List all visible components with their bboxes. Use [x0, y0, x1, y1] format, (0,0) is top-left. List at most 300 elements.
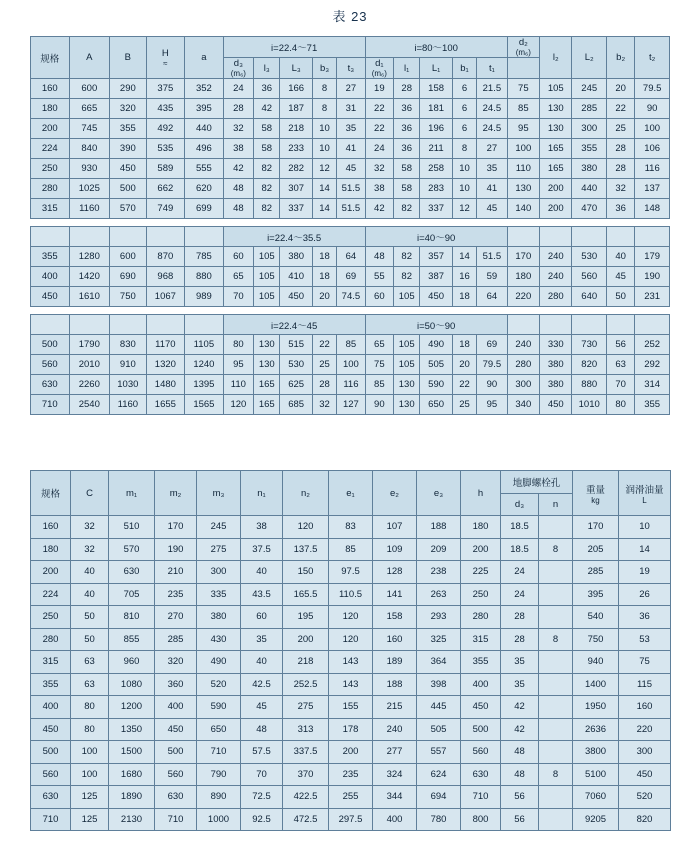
cell: 10 — [312, 139, 336, 159]
cell: 1320 — [146, 355, 185, 375]
page-title: 表 23 — [332, 9, 368, 24]
cell: 105 — [540, 79, 572, 99]
cell: 450 — [461, 696, 501, 719]
cell-blank — [540, 315, 572, 335]
cell: 300 — [507, 375, 539, 395]
cell: 65 — [223, 267, 253, 287]
cell: 128 — [373, 561, 417, 584]
cell: 60 — [241, 606, 283, 629]
cell: 510 — [109, 516, 155, 539]
cell: 158 — [420, 79, 452, 99]
cell: 215 — [373, 696, 417, 719]
cell-spec: 160 — [31, 79, 70, 99]
cell: 800 — [461, 808, 501, 831]
cell: 75 — [507, 79, 539, 99]
cell: 72.5 — [241, 786, 283, 809]
cell: 620 — [185, 179, 224, 199]
cell: 190 — [155, 538, 197, 561]
cell — [539, 606, 573, 629]
cell: 97.5 — [329, 561, 373, 584]
table-row — [31, 79, 670, 99]
cell: 58 — [254, 139, 280, 159]
cell: 100 — [337, 355, 365, 375]
cell: 630 — [155, 786, 197, 809]
cell: 85 — [337, 335, 365, 355]
cell: 1160 — [110, 395, 147, 415]
cell: 500 — [155, 741, 197, 764]
col-b1: b₁ — [452, 58, 476, 79]
col-t3: t₃ — [337, 58, 365, 79]
cell: 235 — [329, 763, 373, 786]
cell: 195 — [283, 606, 329, 629]
cell: 398 — [417, 673, 461, 696]
col-d3-label: d₃ — [233, 58, 243, 69]
cell: 344 — [373, 786, 417, 809]
cell: 190 — [635, 267, 670, 287]
cell: 22 — [452, 375, 476, 395]
col2-d3: d₃ — [501, 493, 539, 516]
section-range-left: i=22.4～35.5 — [223, 227, 365, 247]
col-B: B — [110, 37, 147, 79]
cell: 35 — [501, 651, 539, 674]
col2-m1: m₁ — [109, 471, 155, 516]
cell: 64 — [337, 247, 365, 267]
col2-bolt-group: 地脚螺栓孔 — [501, 471, 573, 494]
cell: 220 — [507, 287, 539, 307]
cell-spec: 355 — [31, 673, 71, 696]
cell: 1500 — [109, 741, 155, 764]
cell: 53 — [619, 628, 671, 651]
cell: 143 — [329, 651, 373, 674]
cell: 18.5 — [501, 538, 539, 561]
cell: 472.5 — [283, 808, 329, 831]
cell: 36 — [606, 199, 634, 219]
group-i-80-100: i=80～100 — [365, 37, 507, 58]
cell: 270 — [155, 606, 197, 629]
cell: 240 — [373, 718, 417, 741]
cell — [539, 808, 573, 831]
cell: 422.5 — [283, 786, 329, 809]
cell: 650 — [420, 395, 452, 415]
table-row — [31, 247, 670, 267]
cell: 470 — [572, 199, 606, 219]
cell: 158 — [373, 606, 417, 629]
cell: 840 — [69, 139, 110, 159]
cell: 69 — [477, 335, 507, 355]
cell: 685 — [280, 395, 312, 415]
cell: 165 — [540, 139, 572, 159]
cell: 625 — [280, 375, 312, 395]
cell: 395 — [573, 583, 619, 606]
cell: 9205 — [573, 808, 619, 831]
cell: 10 — [619, 516, 671, 539]
cell: 178 — [329, 718, 373, 741]
cell-blank — [540, 227, 572, 247]
cell: 79.5 — [635, 79, 670, 99]
col-H-approx: ≈ — [163, 58, 168, 68]
cell: 38 — [365, 179, 393, 199]
table1-header-row-1 — [31, 37, 670, 58]
cell: 250 — [461, 583, 501, 606]
cell: 22 — [606, 99, 634, 119]
cell: 160 — [619, 696, 671, 719]
cell: 324 — [373, 763, 417, 786]
cell-spec: 630 — [31, 375, 70, 395]
col-L3: L₃ — [280, 58, 312, 79]
cell-spec: 630 — [31, 786, 71, 809]
table-row — [31, 199, 670, 219]
table-row — [31, 741, 671, 764]
cell: 1280 — [69, 247, 110, 267]
cell: 56 — [501, 808, 539, 831]
cell: 36 — [619, 606, 671, 629]
cell: 8 — [539, 763, 573, 786]
cell: 127 — [337, 395, 365, 415]
cell: 240 — [540, 267, 572, 287]
table-row — [31, 287, 670, 307]
col2-weight-label: 重量 — [586, 484, 606, 496]
cell: 505 — [417, 718, 461, 741]
cell: 110.5 — [329, 583, 373, 606]
cell: 380 — [540, 355, 572, 375]
cell: 58 — [394, 159, 420, 179]
cell: 630 — [109, 561, 155, 584]
cell: 200 — [461, 538, 501, 561]
cell: 600 — [110, 247, 147, 267]
cell-spec: 160 — [31, 516, 71, 539]
cell: 100 — [507, 139, 539, 159]
cell: 490 — [197, 651, 241, 674]
cell: 930 — [69, 159, 110, 179]
cell: 690 — [110, 267, 147, 287]
cell: 48 — [501, 763, 539, 786]
cell: 530 — [280, 355, 312, 375]
cell: 110 — [507, 159, 539, 179]
cell: 105 — [254, 247, 280, 267]
cell: 745 — [69, 119, 110, 139]
cell: 24 — [501, 583, 539, 606]
table-row — [31, 159, 670, 179]
cell: 337.5 — [283, 741, 329, 764]
cell: 530 — [572, 247, 606, 267]
cell: 650 — [197, 718, 241, 741]
cell: 989 — [185, 287, 224, 307]
cell: 200 — [540, 199, 572, 219]
cell: 160 — [373, 628, 417, 651]
cell-blank — [31, 227, 70, 247]
cell: 325 — [417, 628, 461, 651]
cell: 307 — [280, 179, 312, 199]
cell: 130 — [394, 395, 420, 415]
table-row — [31, 673, 671, 696]
cell: 337 — [420, 199, 452, 219]
cell: 520 — [619, 786, 671, 809]
cell: 400 — [155, 696, 197, 719]
col2-oil-unit: L — [642, 495, 647, 505]
cell: 80 — [71, 696, 109, 719]
cell: 56 — [501, 786, 539, 809]
cell: 95 — [223, 355, 253, 375]
cell: 300 — [619, 741, 671, 764]
cell: 337 — [280, 199, 312, 219]
cell: 640 — [572, 287, 606, 307]
cell: 32 — [71, 516, 109, 539]
cell: 79.5 — [477, 355, 507, 375]
cell: 1400 — [573, 673, 619, 696]
col-a: a — [185, 37, 224, 79]
cell-spec: 200 — [31, 119, 70, 139]
cell: 235 — [155, 583, 197, 606]
cell: 238 — [417, 561, 461, 584]
cell-spec: 560 — [31, 355, 70, 375]
cell: 16 — [452, 267, 476, 287]
cell: 535 — [146, 139, 185, 159]
cell: 140 — [507, 199, 539, 219]
cell: 18 — [452, 287, 476, 307]
cell: 150 — [283, 561, 329, 584]
cell: 211 — [420, 139, 452, 159]
cell — [539, 673, 573, 696]
cell: 82 — [394, 199, 420, 219]
cell: 48 — [223, 179, 253, 199]
cell: 233 — [280, 139, 312, 159]
col2-spec: 规格 — [31, 471, 71, 516]
cell: 179 — [635, 247, 670, 267]
cell: 380 — [540, 375, 572, 395]
cell-spec: 315 — [31, 651, 71, 674]
cell: 6 — [452, 99, 476, 119]
cell: 315 — [461, 628, 501, 651]
table-row — [31, 395, 670, 415]
cell: 40 — [606, 247, 634, 267]
cell: 116 — [337, 375, 365, 395]
cell: 445 — [417, 696, 461, 719]
cell: 85 — [507, 99, 539, 119]
cell: 285 — [573, 561, 619, 584]
cell: 820 — [572, 355, 606, 375]
cell: 665 — [69, 99, 110, 119]
cell: 115 — [619, 673, 671, 696]
cell: 710 — [197, 741, 241, 764]
cell: 130 — [507, 179, 539, 199]
cell-spec: 400 — [31, 696, 71, 719]
cell-spec: 200 — [31, 561, 71, 584]
cell: 165 — [254, 375, 280, 395]
table-row — [31, 808, 671, 831]
cell: 141 — [373, 583, 417, 606]
cell: 83 — [329, 516, 373, 539]
col2-e2: e₂ — [373, 471, 417, 516]
cell-spec: 280 — [31, 179, 70, 199]
cell: 200 — [283, 628, 329, 651]
cell: 297.5 — [329, 808, 373, 831]
cell: 59 — [477, 267, 507, 287]
cell: 100 — [71, 741, 109, 764]
cell: 282 — [280, 159, 312, 179]
col-L1: L₁ — [420, 58, 452, 79]
cell: 450 — [420, 287, 452, 307]
cell: 430 — [197, 628, 241, 651]
cell: 57.5 — [241, 741, 283, 764]
cell-spec: 250 — [31, 606, 71, 629]
cell: 105 — [394, 335, 420, 355]
cell: 277 — [373, 741, 417, 764]
cell: 240 — [540, 247, 572, 267]
cell: 940 — [573, 651, 619, 674]
cell: 355 — [461, 651, 501, 674]
cell: 56 — [606, 335, 634, 355]
cell: 12 — [452, 199, 476, 219]
cell: 6 — [452, 119, 476, 139]
cell: 28 — [501, 606, 539, 629]
cell: 2636 — [573, 718, 619, 741]
cell: 40 — [71, 561, 109, 584]
cell: 20 — [312, 287, 336, 307]
cell: 100 — [71, 763, 109, 786]
cell: 24 — [365, 139, 393, 159]
cell: 45 — [241, 696, 283, 719]
cell: 400 — [373, 808, 417, 831]
cell: 2260 — [69, 375, 110, 395]
cell: 63 — [606, 355, 634, 375]
table-row — [31, 335, 670, 355]
cell: 40 — [71, 583, 109, 606]
cell: 8 — [539, 538, 573, 561]
cell: 240 — [507, 335, 539, 355]
col-b2: b₂ — [606, 37, 634, 79]
cell: 42 — [365, 199, 393, 219]
cell: 48 — [241, 718, 283, 741]
col-d1-sub: (m₆) — [371, 69, 387, 78]
cell: 100 — [635, 119, 670, 139]
cell: 590 — [197, 696, 241, 719]
cell: 1030 — [110, 375, 147, 395]
cell-blank — [635, 315, 670, 335]
cell: 292 — [635, 355, 670, 375]
cell: 48 — [501, 741, 539, 764]
cell: 51.5 — [337, 199, 365, 219]
cell: 109 — [373, 538, 417, 561]
cell: 165 — [540, 159, 572, 179]
cell-blank — [635, 227, 670, 247]
cell: 32 — [606, 179, 634, 199]
cell: 1610 — [69, 287, 110, 307]
cell: 8 — [312, 99, 336, 119]
cell: 500 — [110, 179, 147, 199]
cell: 35 — [241, 628, 283, 651]
cell-spec: 180 — [31, 538, 71, 561]
cell: 48 — [365, 247, 393, 267]
cell: 293 — [417, 606, 461, 629]
table-row — [31, 561, 671, 584]
col2-C: C — [71, 471, 109, 516]
cell: 90 — [477, 375, 507, 395]
cell: 1240 — [185, 355, 224, 375]
cell: 21.5 — [477, 79, 507, 99]
cell: 32 — [71, 538, 109, 561]
cell: 330 — [540, 335, 572, 355]
cell-blank — [572, 227, 606, 247]
cell-spec: 280 — [31, 628, 71, 651]
cell: 130 — [540, 99, 572, 119]
table2-body — [31, 516, 671, 831]
cell: 18 — [452, 335, 476, 355]
cell: 19 — [365, 79, 393, 99]
cell-spec: 355 — [31, 247, 70, 267]
cell-spec: 250 — [31, 159, 70, 179]
cell-spec: 224 — [31, 139, 70, 159]
cell-blank — [606, 227, 634, 247]
cell: 314 — [635, 375, 670, 395]
cell: 245 — [572, 79, 606, 99]
cell: 560 — [461, 741, 501, 764]
cell-spec: 710 — [31, 808, 71, 831]
cell: 218 — [280, 119, 312, 139]
cell: 560 — [155, 763, 197, 786]
col2-n1: n₁ — [241, 471, 283, 516]
cell: 285 — [155, 628, 197, 651]
col-d3-sub: (m₆) — [230, 69, 246, 78]
cell-blank — [507, 227, 539, 247]
cell: 300 — [197, 561, 241, 584]
cell: 28 — [606, 139, 634, 159]
cell: 43.5 — [241, 583, 283, 606]
cell — [539, 561, 573, 584]
cell: 42.5 — [241, 673, 283, 696]
cell: 38 — [223, 139, 253, 159]
cell-blank — [507, 315, 539, 335]
cell: 280 — [540, 287, 572, 307]
cell: 570 — [110, 199, 147, 219]
cell: 705 — [109, 583, 155, 606]
cell: 24 — [501, 561, 539, 584]
cell — [539, 516, 573, 539]
cell: 75 — [619, 651, 671, 674]
cell-blank — [606, 315, 634, 335]
section-header-row — [31, 227, 670, 247]
col-b3: b₃ — [312, 58, 336, 79]
cell: 209 — [417, 538, 461, 561]
cell: 180 — [507, 267, 539, 287]
col-d2 — [507, 37, 539, 58]
col2-m2: m₂ — [155, 471, 197, 516]
cell: 1025 — [69, 179, 110, 199]
group-i-22-71: i=22.4～71 — [223, 37, 365, 58]
col-L2: L₂ — [572, 37, 606, 79]
cell: 90 — [635, 99, 670, 119]
cell: 40 — [241, 561, 283, 584]
cell: 910 — [110, 355, 147, 375]
cell-blank — [146, 227, 185, 247]
col2-oil-label: 润滑油量 — [625, 484, 664, 496]
cell: 14 — [619, 538, 671, 561]
table-row — [31, 375, 670, 395]
cell-spec: 180 — [31, 99, 70, 119]
cell: 26 — [619, 583, 671, 606]
cell: 10 — [452, 179, 476, 199]
cell: 364 — [417, 651, 461, 674]
cell: 95 — [507, 119, 539, 139]
cell: 400 — [461, 673, 501, 696]
cell: 27 — [477, 139, 507, 159]
col-d1-label: d₁ — [375, 58, 384, 69]
cell: 27 — [337, 79, 365, 99]
table-row — [31, 651, 671, 674]
cell: 166 — [280, 79, 312, 99]
cell: 285 — [572, 99, 606, 119]
cell: 188 — [373, 673, 417, 696]
cell: 75 — [365, 355, 393, 375]
